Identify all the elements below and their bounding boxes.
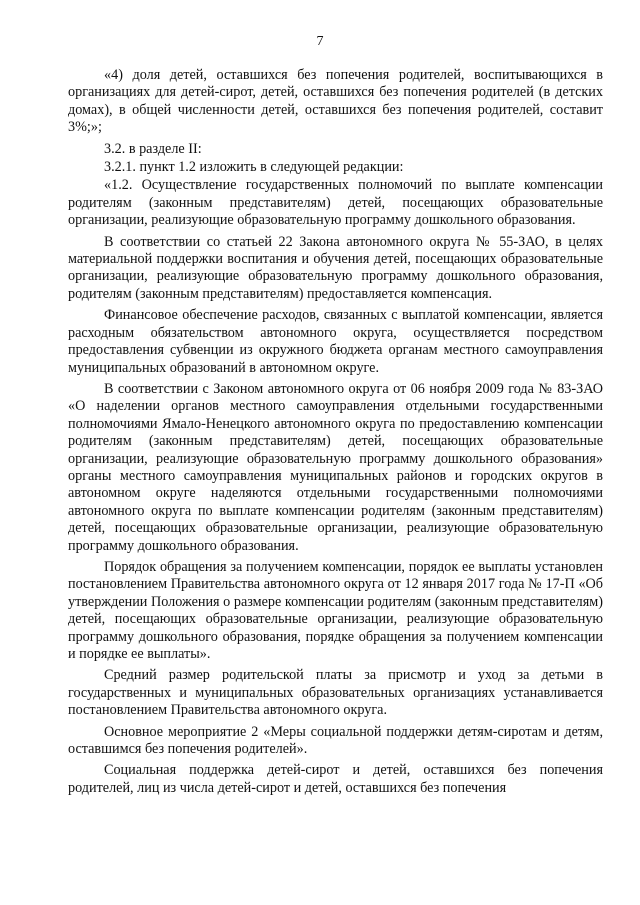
paragraph: «1.2. Осуществление государственных полномочий по выплате компенсации родителям (законным представителям) детей, посещающих образовательные организации, реализующие образовательную программу дошкольного образования. [68, 177, 603, 229]
paragraph: Основное мероприятие 2 «Меры социальной поддержки детям-сиротам и детям, оставшимся без попечения родителей». [68, 723, 603, 758]
paragraph: «4) доля детей, оставшихся без попечения родителей, воспитывающихся в организациях для детей-сирот, детей, оставшихся без попечения родителей (в детских домах), в общей численности детей, оставшихся без попечения родителей, составит 3%;»; [68, 67, 603, 136]
paragraph: 3.2. в разделе II: [104, 140, 202, 157]
paragraph: В соответствии со статьей 22 Закона автономного округа № 55-ЗАО, в целях материальной поддержки воспитания и обучения детей, посещающих образовательные организации, реализующие образовательную программу дошкольного образования, родителям (законным представителям) предоставляется компенсация. [68, 233, 603, 302]
paragraph: В соответствии с Законом автономного округа от 06 ноября 2009 года № 83-ЗАО «О наделении органов местного самоуправления отдельными государственными полномочиями Ямало-Ненецкого автономного округа по предоставлению компенсации родителям (законным представителям) детей, посещающих образовательные организации, реализующие образовательную программу дошкольного образования» органы местного самоуправления муниципальных районов и городских округов в автономном округе наделяются отдельными государственными полномочиями автономного округа по выплате компенсации родителям (законным представителям) детей, посещающих образовательные организации, реализующие образовательную программу дошкольного образования. [68, 380, 603, 554]
paragraph: Порядок обращения за получением компенсации, порядок ее выплаты установлен постановлением Правительства автономного округа от 12 января 2017 года № 17-П «Об утверждении Положения о размере компенсации родителям (законным представителям) детей, посещающих образовательные организации, реализующие образовательную программу дошкольного образования, порядке обращения за получением компенсации и порядке ее выплаты». [68, 558, 603, 662]
paragraph: Средний размер родительской платы за присмотр и уход за детьми в государственных и муниципальных образовательных организациях устанавливается постановлением Правительства автономного округа. [68, 667, 603, 719]
paragraph: 3.2.1. пункт 1.2 изложить в следующей редакции: [104, 159, 404, 176]
page-number: 7 [316, 34, 324, 49]
document-body [68, 67, 603, 801]
paragraph: Финансовое обеспечение расходов, связанных с выплатой компенсации, является расходным обязательством автономного округа, осуществляется посредством предоставления субвенции из окружного бюджета органам местного самоуправления муниципальных образований в автономном округе. [68, 307, 603, 376]
paragraph: Социальная поддержка детей-сирот и детей, оставшихся без попечения родителей, лиц из числа детей-сирот и детей, оставшихся без попечения [68, 762, 603, 796]
